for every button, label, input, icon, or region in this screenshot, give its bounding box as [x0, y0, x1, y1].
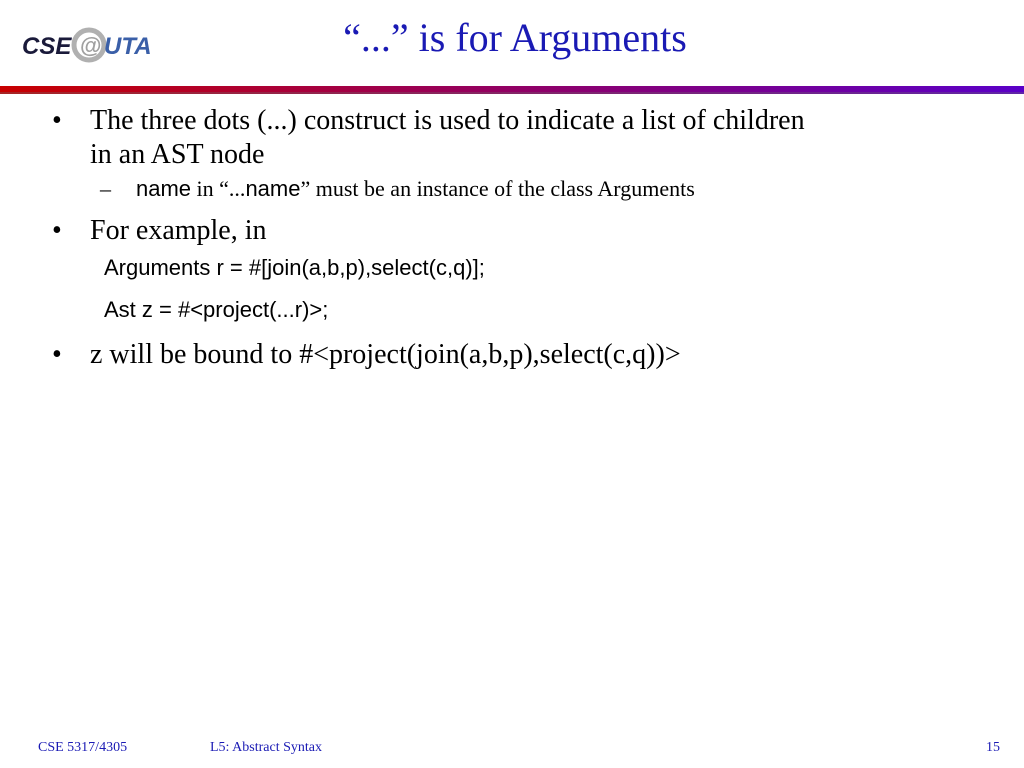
sub-bullet-keyword: name — [136, 176, 192, 201]
slide-title: “...” is for Arguments — [343, 15, 687, 60]
footer-lecture-title: L5: Abstract Syntax — [210, 740, 322, 755]
code-line: Ast z = #<project(...r)>; — [104, 297, 329, 322]
sub-bullet-item — [52, 174, 992, 204]
cse-uta-logo — [22, 22, 162, 72]
footer-course: CSE 5317/4305 — [38, 740, 128, 755]
bullet-item — [52, 214, 992, 248]
bullet-item — [52, 104, 992, 172]
code-line: Arguments r = #[join(a,b,p),select(c,q)]; — [104, 255, 485, 280]
bullet-text-line-1: The three dots (...) construct is used to indicate a list of children — [90, 105, 805, 136]
bullet-item — [52, 338, 992, 372]
bullet-text: For example, in — [90, 215, 267, 246]
bullet-marker: • — [52, 339, 62, 370]
slide-content — [52, 104, 992, 380]
sub-bullet-keyword-2: name — [245, 176, 301, 201]
logo-cse-text: CSE — [22, 33, 72, 60]
bullet-text-line-2: in an AST node — [90, 139, 265, 170]
bullet-marker: • — [52, 105, 62, 136]
bullet-text: z will be bound to #<project(join(a,b,p),select(c,q))> — [90, 339, 681, 370]
bullet-marker: • — [52, 215, 62, 246]
logo-at-text: @ — [80, 33, 102, 58]
cse-uta-logo-graphic — [22, 22, 162, 72]
sub-bullet-text-2: ” must be an instance of the class Arguments — [300, 176, 695, 201]
logo-uta-text: UTA — [104, 33, 152, 60]
title-divider-rule — [0, 86, 1024, 94]
sub-bullet-marker: – — [100, 176, 111, 201]
footer-page-number: 15 — [986, 740, 1000, 755]
sub-bullet-text: in “... — [191, 176, 246, 201]
